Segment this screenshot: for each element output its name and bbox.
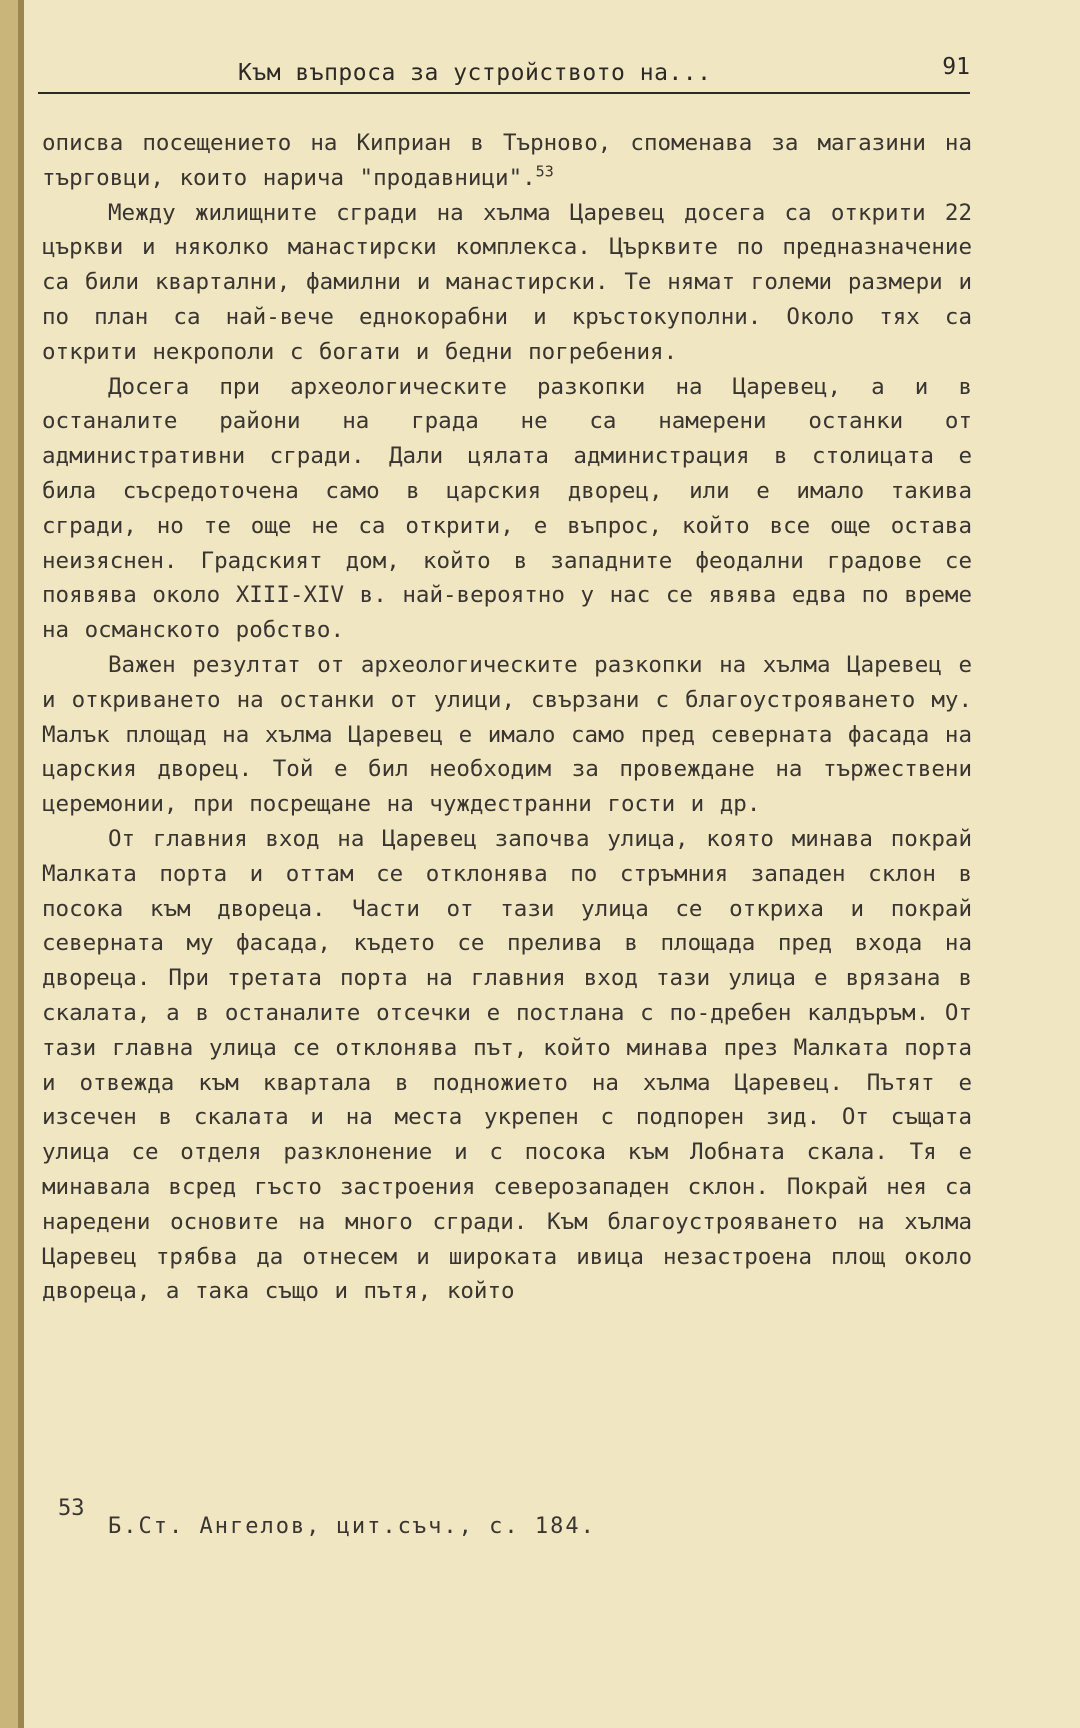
paragraph-1-text: описва посещението на Киприан в Търново, споменава за магазини на търговци, които нарича "продавници". (42, 130, 972, 191)
footnote-reference: 53 (535, 162, 554, 181)
paragraph-4: Важен резултат от археологическите разкопки на хълма Царевец е и откриването на останки от улици, свързани с благоустрояването му. Малък площад на хълма Царевец е имало само пред северната фасада на царския дворец. Той е бил необходим за провеждане на тържествени церемонии, при посрещане на чуждестранни гости и др. (42, 651, 972, 818)
body-text (42, 126, 972, 1309)
page-number: 91 (942, 54, 970, 80)
page-header (38, 52, 970, 94)
footnote-number: 53 (58, 1496, 85, 1521)
paragraph-2: Между жилищните сгради на хълма Царевец досега са открити 22 църкви и няколко манастирски комплекса. Църквите по предназначение са били квартални, фамилни и манастирски. Те нямат големи размери и по план са най-вече еднокорабни и кръстокуполни. Около тях са открити некрополи с богати и бедни погребения. (42, 199, 972, 365)
page-gutter (0, 0, 24, 1728)
paragraph-3: Досега при археологическите разкопки на Царевец, а и в останалите райони на града не са намерени останки от административни сгради. Дали цялата администрация в столицата е била съсредоточена само в царския дворец, или е имало такива сгради, но те още не са открити, е въпрос, който все още остава неизяснен. Градският дом, който в западните феодални градове се появява около XIII-XIV в. най-вероятно у нас се явява едва по време на османското робство. (42, 373, 972, 644)
running-title: Към въпроса за устройството на... (238, 60, 712, 86)
footnote-text: Б.Ст. Ангелов, цит.съч., с. 184. (108, 1514, 596, 1539)
paragraph-1 (42, 126, 972, 196)
paragraph-5: От главния вход на Царевец започва улица, която минава покрай Малката порта и оттам се отклонява по стръмния западен склон в посока към двореца. Части от тази улица се откриха и покрай северната му фасада, където се прелива в площада пред входа на двореца. При третата порта на главния вход тази улица е врязана в скалата, а в останалите отсечки е постлана с по-дребен калдъръм. От тази главна улица се отклонява път, който минава през Малката порта и отвежда към квартала в подножието на хълма Царевец. Пътят е изсечен в скалата и на места укрепен с подпорен зид. От същата улица се отделя разклонение и с посока към Лобната скала. Тя е минавала всред гъсто застроения северозападен склон. Покрай нея са наредени основите на много сгради. Към благоустрояването на хълма Царевец трябва да отнесем и широката ивица незастроена площ около двореца, а така също и пътя, който (42, 825, 972, 1305)
